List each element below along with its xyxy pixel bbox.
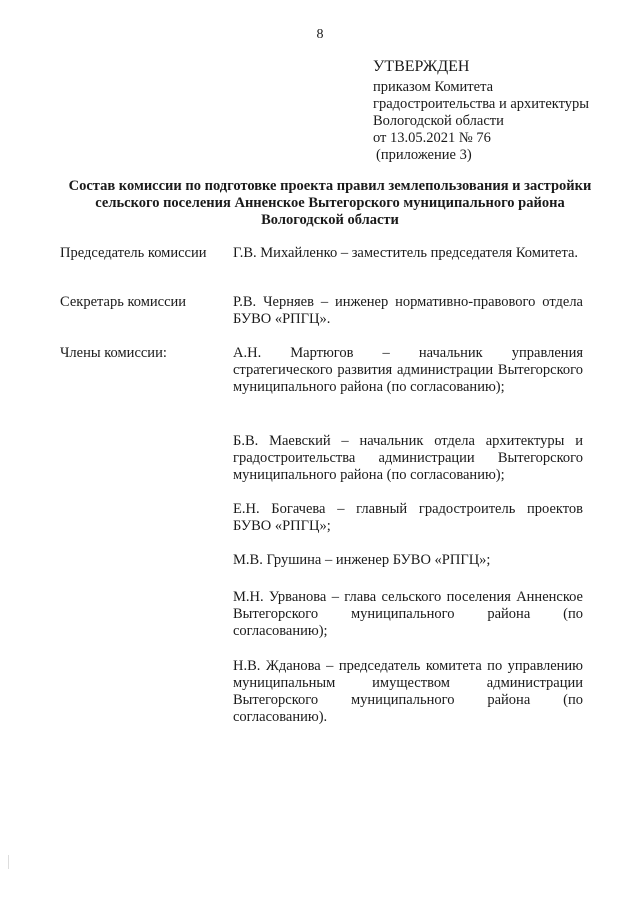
approval-line: градостроительства и архитектуры: [373, 96, 590, 112]
member-entry: А.Н. Мартюгов – начальник управления стратегического развития администрации Вытегорского муниципального района (по согласованию);: [233, 345, 583, 395]
approval-line: Вологодской области: [373, 113, 504, 129]
document-title: Состав комиссии по подготовке проекта правил землепользования и застройки сельского поселения Анненское Вытегорского муниципального района Вологодской области: [68, 178, 592, 228]
role-chairman: Председатель комиссии: [60, 245, 207, 261]
role-members: Члены комиссии:: [60, 345, 167, 361]
member-entry: Б.В. Маевский – начальник отдела архитектуры и градостроительства администрации Вытегорского муниципального района (по согласованию);: [233, 433, 583, 483]
chairman-entry: Г.В. Михайленко – заместитель председателя Комитета.: [233, 245, 579, 261]
approval-line: приказом Комитета: [373, 79, 494, 95]
member-entry: М.Н. Урванова – глава сельского поселения Анненское Вытегорского муниципального района (по согласованию);: [233, 589, 583, 639]
scan-speck: [8, 855, 9, 869]
page-number: 8: [316, 27, 324, 42]
member-entry: Е.Н. Богачева – главный градостроитель проектов БУВО «РПГЦ»;: [233, 501, 583, 534]
member-entry: М.В. Грушина – инженер БУВО «РПГЦ»;: [233, 552, 491, 568]
approval-stamp: [373, 58, 623, 164]
secretary-entry: Р.В. Черняев – инженер нормативно-правового отдела БУВО «РПГЦ».: [233, 294, 583, 327]
member-entry: Н.В. Жданова – председатель комитета по управлению муниципальным имуществом администрации Вытегорского муниципального района (по согласованию).: [233, 658, 583, 725]
approval-line: (приложение 3): [376, 147, 472, 163]
approval-heading: УТВЕРЖДЕН: [373, 58, 470, 75]
approval-line: от 13.05.2021 № 76: [373, 130, 491, 146]
role-secretary: Секретарь комиссии: [60, 294, 187, 310]
